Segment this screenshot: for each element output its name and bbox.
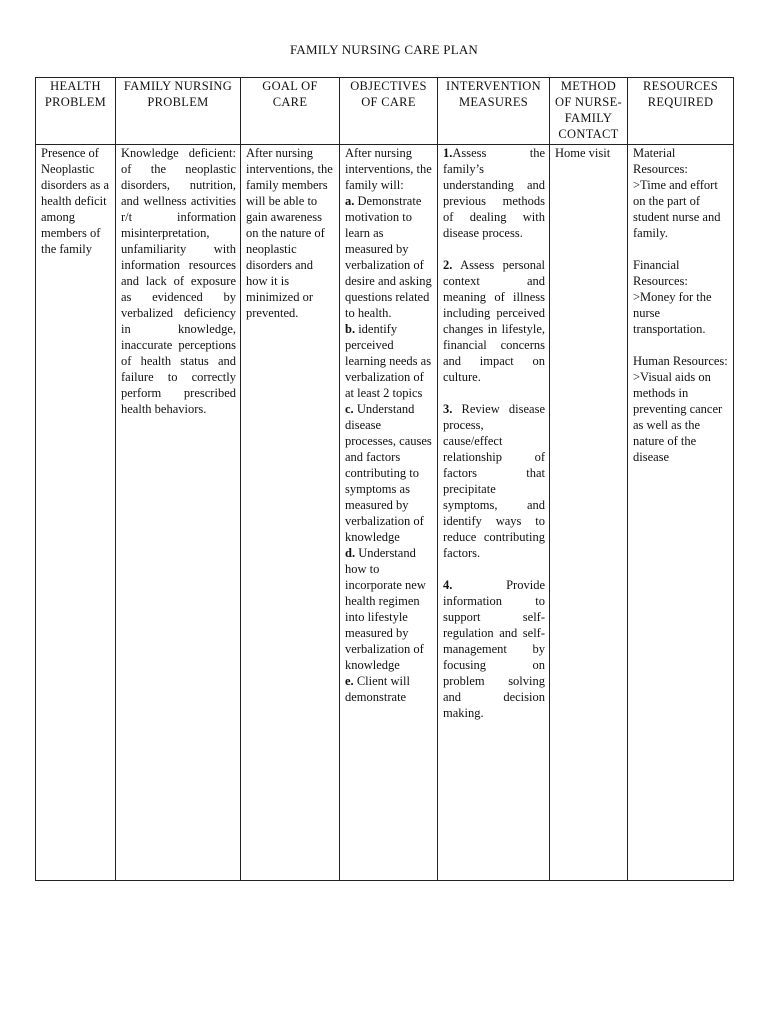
header-resources-required: RESOURCES REQUIRED [628, 78, 734, 145]
objective-text: identify perceived learning needs as verbalization of at least 2 topics [345, 322, 432, 400]
header-method-of-contact: METHOD OF NURSE-FAMILY CONTACT [550, 78, 628, 145]
cell-resources-required [628, 145, 734, 881]
financial-resources-text: >Money for the nurse transportation. [633, 290, 712, 336]
objective-marker: c. [345, 402, 354, 416]
intervention-marker: 4. [443, 578, 453, 592]
objective-item [345, 193, 433, 321]
objective-text: Demonstrate motivation to learn as measured by verbalization of desire and asking questions related to health. [345, 194, 432, 320]
header-row [36, 78, 734, 145]
financial-resources-heading: Financial Resources: [633, 258, 688, 288]
human-resources-heading: Human Resources: [633, 354, 728, 368]
intervention-item [443, 401, 545, 561]
header-intervention-measures: INTERVENTION MEASURES [438, 78, 550, 145]
objective-text: Understand disease processes, causes and factors contributing to symptoms as measured by verbalization of knowledge [345, 402, 432, 544]
cell-family-nursing-problem: Knowledge deficient: of the neoplastic disorders, nutrition, and wellness activities r/t information misinterpretation, unfamiliarity with information resources and lack of exposure as evidenced by verbalized deficiency in knowledge, inaccurate perceptions of health status and failure to correctly perform prescribed health behaviors. [116, 145, 241, 881]
objective-item [345, 673, 433, 705]
objective-marker: b. [345, 322, 356, 336]
objective-marker: e. [345, 674, 354, 688]
objectives-intro: After nursing interventions, the family will: [345, 146, 432, 192]
cell-intervention-measures [438, 145, 550, 881]
intervention-text: Assess personal context and meaning of illness including perceived changes in lifestyle, financial concerns and impact on culture. [443, 258, 545, 384]
intervention-marker: 3. [443, 402, 453, 416]
intervention-item [443, 145, 545, 241]
intervention-text: Assess the family’s understanding and previous methods of dealing with disease process. [443, 146, 545, 240]
cell-goal-of-care: After nursing interventions, the family members will be able to gain awareness on the nature of neoplastic disorders and how it is minimized or prevented. [241, 145, 340, 881]
objective-text: Client will demonstrate [345, 674, 410, 704]
header-objectives-of-care: OBJECTIVES OF CARE [340, 78, 438, 145]
header-health-problem: HEALTH PROBLEM [36, 78, 116, 145]
objective-text: Understand how to incorporate new health regimen into lifestyle measured by verbalization of knowledge [345, 546, 426, 672]
table-row [36, 145, 734, 881]
header-family-nursing-problem: FAMILY NURSING PROBLEM [116, 78, 241, 145]
intervention-text: Provide information to support self-regulation and self-management by focusing on problem solving and decision making. [443, 578, 545, 720]
objective-item [345, 545, 433, 673]
material-resources-heading: Material Resources: [633, 146, 688, 176]
page-title: FAMILY NURSING CARE PLAN [289, 42, 479, 57]
cell-objectives-of-care [340, 145, 438, 881]
intervention-item [443, 257, 545, 385]
cell-method-of-contact: Home visit [550, 145, 628, 881]
objective-marker: d. [345, 546, 356, 560]
intervention-marker: 2. [443, 258, 453, 272]
header-goal-of-care: GOAL OF CARE [241, 78, 340, 145]
objective-item [345, 321, 433, 401]
objective-marker: a. [345, 194, 355, 208]
human-resources-text: >Visual aids on methods in preventing cancer as well as the nature of the disease [633, 370, 723, 464]
intervention-marker: 1. [443, 146, 453, 160]
cell-health-problem: Presence of Neoplastic disorders as a health deficit among members of the family [36, 145, 116, 881]
objective-item [345, 401, 433, 545]
material-resources-text: >Time and effort on the part of student nurse and family. [633, 178, 721, 240]
intervention-item [443, 577, 545, 721]
care-plan-table [35, 77, 734, 881]
intervention-text: Review disease process, cause/effect relationship of factors that precipitate symptoms, and identify ways to reduce contributing factors. [443, 402, 545, 560]
